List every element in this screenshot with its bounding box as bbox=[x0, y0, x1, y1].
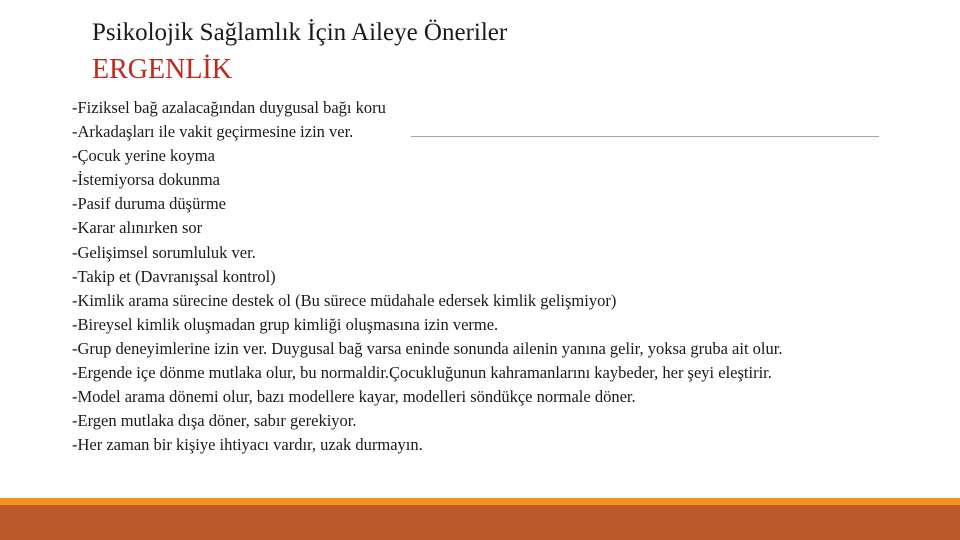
footer-band bbox=[0, 505, 960, 540]
list-item: -Ergen mutlaka dışa döner, sabır gerekiyor. bbox=[72, 411, 357, 431]
slide-title: Psikolojik Sağlamlık İçin Aileye Öneriler bbox=[92, 19, 508, 46]
list-item: -Ergende içe dönme mutlaka olur, bu normaldir.Çocukluğunun kahramanlarını kaybeder, her şeyi eleştirir. bbox=[72, 363, 772, 383]
list-item: -Karar alınırken sor bbox=[72, 218, 203, 238]
recommendation-list bbox=[72, 96, 782, 457]
list-item: -Takip et (Davranışsal kontrol) bbox=[72, 266, 276, 286]
list-item: -Fiziksel bağ azalacağından duygusal bağı koru bbox=[72, 98, 386, 117]
list-item: -Her zaman bir kişiye ihtiyacı vardır, uzak durmayın. bbox=[72, 435, 423, 455]
footer-accent-band bbox=[0, 498, 960, 505]
list-item: -Model arama dönemi olur, bazı modellere kayar, modelleri söndükçe normale döner. bbox=[72, 387, 636, 407]
list-item: -Arkadaşları ile vakit geçirmesine izin ver. bbox=[72, 122, 354, 142]
list-item: -Grup deneyimlerine izin ver. Duygusal bağ varsa eninde sonunda ailenin yanına gelir, yoksa gruba ait olur. bbox=[72, 338, 783, 358]
list-item: -Çocuk yerine koyma bbox=[72, 146, 215, 166]
list-item: -Bireysel kimlik oluşmadan grup kimliği oluşmasına izin verme. bbox=[72, 314, 499, 334]
list-item: -Kimlik arama sürecine destek ol (Bu sürece müdahale edersek kimlik gelişmiyor) bbox=[72, 290, 617, 310]
list-item: -İstemiyorsa dokunma bbox=[72, 170, 221, 190]
list-item: -Pasif duruma düşürme bbox=[72, 194, 226, 214]
slide-subtitle: ERGENLİK bbox=[92, 54, 232, 85]
list-item: -Gelişimsel sorumluluk ver. bbox=[72, 242, 256, 262]
